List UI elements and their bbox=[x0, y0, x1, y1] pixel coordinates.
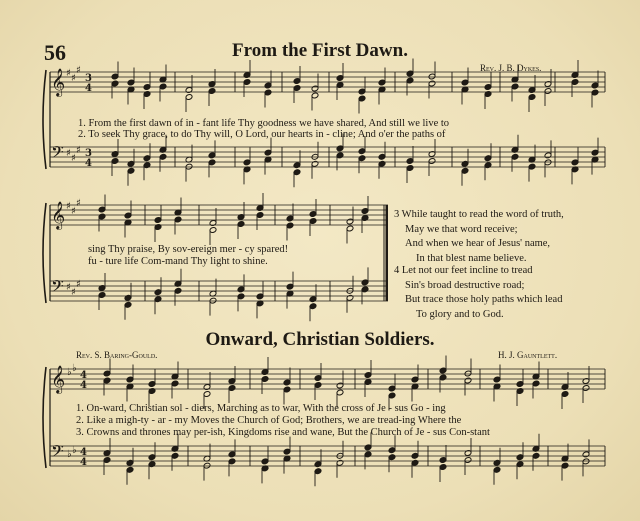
hymn-1-lyric-line-1: 1. From the first dawn of in - fant life Thy goodness we have shared, And still we live to bbox=[78, 118, 450, 129]
hymn-1-lyric-line-3: sing Thy praise, By sov-ereign mer - cy spared! bbox=[88, 244, 289, 255]
time-signature: 4 bbox=[80, 457, 87, 468]
verse-4-line: Sin's broad destructive road; bbox=[405, 279, 525, 291]
key-signature-flat: ♭ bbox=[72, 445, 77, 456]
time-signature: 4 bbox=[85, 158, 92, 169]
treble-clef: 𝄞 bbox=[51, 201, 66, 229]
verse-4-line: To glory and to God. bbox=[416, 308, 504, 320]
verse-3-line: And when we hear of Jesus' name, bbox=[405, 238, 551, 249]
verse-3-line: 3 While taught to read the word of truth, bbox=[394, 209, 564, 220]
key-signature-flat: ♭ bbox=[67, 367, 72, 378]
hymn-2-author: Rev. S. Baring-Gould. bbox=[76, 350, 158, 360]
key-signature-flat: ♭ bbox=[72, 363, 77, 374]
verse-4 bbox=[394, 264, 562, 322]
hymn-1-lyric-line-2: 2. To seek Thy grace, to do Thy will, O Lord, our hearts in - cline; And o'er the paths of bbox=[78, 129, 446, 140]
verse-3-line: May we that word receive; bbox=[405, 223, 518, 235]
key-signature-sharp: ♯ bbox=[66, 148, 71, 159]
treble-clef: 𝄞 bbox=[51, 68, 66, 96]
page-number: 56 bbox=[44, 40, 66, 65]
key-signature-sharp: ♯ bbox=[76, 198, 81, 209]
time-signature: 3 bbox=[85, 148, 92, 159]
key-signature-flat: ♭ bbox=[67, 449, 72, 460]
final-bar-line bbox=[386, 205, 389, 301]
bass-clef: 𝄢 bbox=[51, 276, 64, 300]
bass-clef: 𝄢 bbox=[51, 441, 64, 465]
hymn-2-lyric-line-2: 2. Like a migh-ty - ar - my Moves the Church of God; Brothers, we are tread-ing Where the bbox=[76, 415, 462, 426]
key-signature-sharp: ♯ bbox=[66, 282, 71, 293]
hymn-2-lyric-line-3: 3. Crowns and thrones may per-ish, Kingdoms rise and wane, But the Church of Je - sus Con-stant bbox=[76, 427, 490, 438]
key-signature-sharp: ♯ bbox=[76, 279, 81, 290]
bass-clef: 𝄢 bbox=[51, 142, 64, 166]
hymn-2-lyric-line-1: 1. On-ward, Christian sol - diers, Marching as to war, With the cross of Je - sus Go - ing bbox=[76, 403, 446, 414]
time-signature: 4 bbox=[80, 370, 87, 381]
hymn-2-composer: H. J. Gauntlett. bbox=[498, 350, 558, 360]
system-brace bbox=[43, 70, 46, 169]
time-signature: 4 bbox=[80, 380, 87, 391]
verse-3 bbox=[394, 208, 564, 266]
time-signature: 4 bbox=[85, 83, 92, 94]
hymn-title-2: Onward, Christian Soldiers. bbox=[205, 329, 435, 350]
time-signature: 4 bbox=[80, 447, 87, 458]
key-signature-sharp: ♯ bbox=[66, 201, 71, 212]
hymn-title-1: From the First Dawn. bbox=[232, 40, 408, 61]
time-signature: 3 bbox=[85, 73, 92, 84]
key-signature-sharp: ♯ bbox=[71, 153, 76, 164]
key-signature-sharp: ♯ bbox=[71, 206, 76, 217]
key-signature-sharp: ♯ bbox=[71, 73, 76, 84]
system-brace bbox=[43, 203, 46, 303]
key-signature-sharp: ♯ bbox=[76, 65, 81, 76]
hymn-1-composer: Rev. J. B. Dykes. bbox=[480, 63, 542, 73]
verse-4-line: 4 Let not our feet incline to tread bbox=[394, 265, 533, 276]
system-brace bbox=[43, 367, 46, 468]
key-signature-sharp: ♯ bbox=[66, 68, 71, 79]
verse-3-line: In that blest name believe. bbox=[416, 252, 527, 264]
treble-clef: 𝄞 bbox=[51, 365, 66, 393]
key-signature-sharp: ♯ bbox=[71, 287, 76, 298]
key-signature-sharp: ♯ bbox=[76, 145, 81, 156]
verse-4-line: But trace those holy paths which lead bbox=[405, 294, 563, 305]
hymn-1-lyric-line-4: fu - ture life Com-mand Thy light to shine. bbox=[88, 256, 268, 267]
